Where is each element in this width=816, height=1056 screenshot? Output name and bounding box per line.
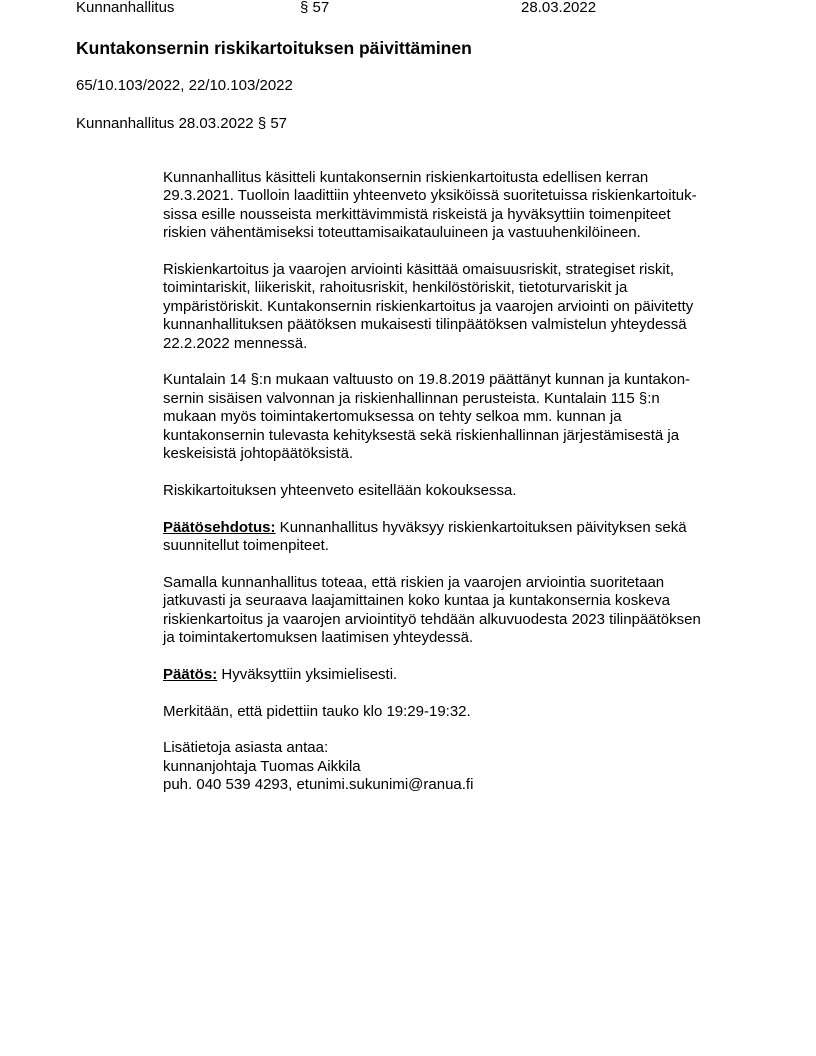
document-header <box>0 0 816 18</box>
paragraph-background <box>163 169 753 243</box>
text-line: Samalla kunnanhallitus toteaa, että riskien ja vaarojen arviointia suoritetaan <box>163 573 665 591</box>
paragraph-risk-scope <box>163 261 753 353</box>
text-line: mukaan myös toimintakertomuksessa on tehty selkoa mm. kunnan ja <box>163 408 622 426</box>
text-line: Riskikartoituksen yhteenveto esitellään kokouksessa. <box>163 481 517 499</box>
paragraph-future-assessment <box>163 574 753 648</box>
text-line: kunnanhallituksen päätöksen mukaisesti tilinpäätöksen valmistelun yhteydessä <box>163 316 687 334</box>
decision-label: Päätös: <box>163 665 218 683</box>
text-line <box>163 666 753 684</box>
text-line: ympäristöriskit. Kuntakonsernin riskienkartoitus ja vaarojen arviointi on päivitetty <box>163 297 694 315</box>
header-date: 28.03.2022 <box>521 0 597 16</box>
paragraph-decision <box>163 666 753 684</box>
text-line: Merkitään, että pidettiin tauko klo 19:29-19:32. <box>163 702 471 720</box>
text-line: keskeisistä johtopäätöksistä. <box>163 445 354 463</box>
header-body-name: Kunnanhallitus <box>76 0 175 16</box>
text-line: suunnitellut toimenpiteet. <box>163 537 329 555</box>
text-line: 29.3.2021. Tuolloin laadittiin yhteenveto yksiköissä suoritetuissa riskienkartoituk- <box>163 187 697 205</box>
text-line: sernin sisäisen valvonnan ja riskienhallinnan perusteista. Kuntalain 115 §:n <box>163 389 660 407</box>
text-line: Riskienkartoitus ja vaarojen arviointi käsittää omaisuusriskit, strategiset riskit, <box>163 261 675 279</box>
text-line: jatkuvasti ja seuraava laajamittainen koko kuntaa ja kuntakonsernia koskeva <box>163 592 670 610</box>
text-line: riskienkartoitus ja vaarojen arviointityö tehdään alkuvuodesta 2023 tilinpäätöksen <box>163 610 701 628</box>
paragraph-summary-note <box>163 482 753 500</box>
minutes-body <box>163 169 753 795</box>
text-line <box>163 519 753 537</box>
text-line: 22.2.2022 mennessä. <box>163 334 308 352</box>
paragraph-legal-basis <box>163 371 753 463</box>
reference-numbers: 65/10.103/2022, 22/10.103/2022 <box>76 77 293 94</box>
meeting-reference: Kunnanhallitus 28.03.2022 § 57 <box>76 115 288 132</box>
text-line: riskien vähentämiseksi toteuttamisaikatauluineen ja vastuuhenkilöineen. <box>163 224 641 242</box>
paragraph-break-note <box>163 703 753 721</box>
contact-phone-email: puh. 040 539 4293, etunimi.sukunimi@ranua.fi <box>163 776 474 794</box>
contact-person: kunnanjohtaja Tuomas Aikkila <box>163 757 361 775</box>
proposal-text: Kunnanhallitus hyväksyy riskienkartoituksen päivityksen sekä <box>275 518 687 536</box>
header-section-number: § 57 <box>300 0 330 16</box>
contact-intro: Lisätietoja asiasta antaa: <box>163 739 329 757</box>
paragraph-proposal <box>163 519 753 556</box>
text-line: kuntakonsernin tulevasta kehityksestä sekä riskienhallinnan järjestämisestä ja <box>163 426 680 444</box>
page-title: Kuntakonsernin riskikartoituksen päivittäminen <box>76 38 472 58</box>
text-line: Kuntalain 14 §:n mukaan valtuusto on 19.8.2019 päättänyt kunnan ja kuntakon- <box>163 371 691 389</box>
text-line: Kunnanhallitus käsitteli kuntakonsernin riskienkartoitusta edellisen kerran <box>163 169 649 186</box>
text-line: ja toimintakertomuksen laatimisen yhteydessä. <box>163 629 474 647</box>
proposal-label: Päätösehdotus: <box>163 518 276 536</box>
decision-text: Hyväksyttiin yksimielisesti. <box>217 665 398 683</box>
contact-info <box>163 739 753 794</box>
text-line: toimintariskit, liikeriskit, rahoitusriskit, henkilöstöriskit, tietoturvariskit ja <box>163 279 628 297</box>
text-line: sissa esille nousseista merkittävimmistä riskeistä ja hyväksyttiin toimenpiteet <box>163 205 671 223</box>
